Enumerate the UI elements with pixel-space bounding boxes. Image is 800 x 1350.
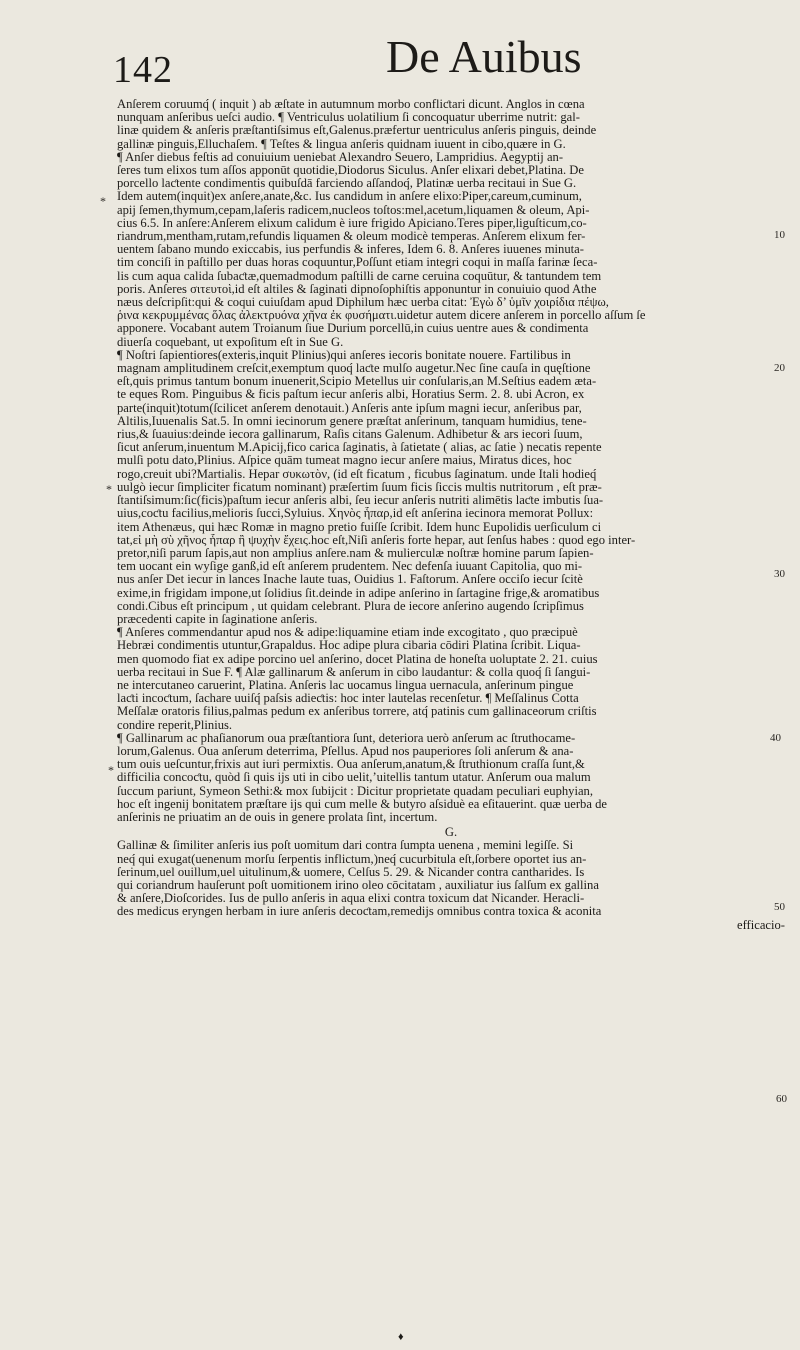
text-line: ¶ Noſtri ſapientiores(exteris,inquit Plinius)qui anſeres iecoris bonitate nouere. Fartilibus in — [117, 348, 571, 362]
text-line: pretor,niſi parum ſapis,aut non amplius anſere.nam & mulierculæ noſtræ homine parum ſapien- — [117, 546, 594, 560]
margin-asterisk: * — [108, 763, 114, 777]
text-line: poris. Anſeres σιτευτοὶ,id eſt altiles & ſaginati dipnoſophiſtis apponuntur in conuiuio quod Athe — [117, 282, 597, 296]
page-header — [0, 22, 800, 92]
text-line: ¶ Anſeres commendantur apud nos & adipe:liquamine etiam inde excogitato , quo præcipuè — [117, 626, 578, 640]
text-line: Anſerem coruumq́ ( inquit ) ab æſtate in autumnum morbo confliƈtari dicunt. Anglos in cœna — [117, 98, 585, 111]
text-line: lorum,Galenus. Oua anſerum deterrima, Pſellus. Apud nos pauperiores ſoli anſerum & ana- — [117, 744, 574, 758]
text-line: apponere. Vocabant autem Troianum ſiue Durium porcellū,in cuius uentre aues & condimenta — [117, 322, 589, 336]
text-line: condire reperit,Plinius. — [117, 718, 233, 732]
text-line: efficacio- — [736, 918, 785, 932]
text-line: lis cum aqua calida ſubaƈtæ,quemadmodum paſtilli de carne ceruina coquūtur, & tantundem tem — [117, 269, 602, 283]
text-line: næus deſcripſit:qui & coqui cuiuſdam apud Diphilum hæc uerba citat: Ἐγὼ δ’ ὑμῖν χοιρίδια πέψω, — [117, 296, 609, 310]
text-line: exime,in frigidam impone,ut ſolidius ſit.deinde in adipe anſerino in ſartagine frige,& aromatibus — [117, 586, 600, 600]
text-line: neq́ qui exugat(uenenum morſu ſerpentis inflictum,)neq́ cucurbitula eſt,ſorbere oportet ius an- — [117, 852, 587, 866]
text-line: tim conciſi in paſtillo per duas horas coquuntur,Poſſunt etiam integri coqui in maſſa farinæ ſeca- — [117, 256, 598, 270]
text-line: nus anſer Det iecur in lances Inache laute tuas, Ouidius 1. Faſtorum. Anſere occiſo iecur ſcitè — [117, 573, 583, 587]
text-line: apij ſemen,thymum,cepam,laſeris radicem,nucleos toſtos:mel,acetum,liquamen & oleum, Api- — [117, 203, 590, 217]
text-line: tem uocant ein wyſige ganß,id eſt anſerem prudentem. Nec defenſa iuuant Capitolia, quo mi- — [117, 560, 583, 574]
text-line: Idem autem(inquit)ex anſere,anate,&c. Ius candidum in anſere elixo:Piper,careum,cuminum, — [117, 190, 582, 204]
text-line: laƈti incoƈtum, ſachare uuiſq́ paſsis adieƈtis: hoc inter lautelas recenſetur. ¶ Meſſalinus Cotta — [117, 692, 579, 706]
text-line: condi.Cibus eſt principum , ut quidam celebrant. Plura de iecore anſerino augendo ſcripſimus — [117, 599, 584, 613]
text-line: ſerinum,uel ouillum,uel uitulinum,& uomere, Celſus 5. 29. & Nicander contra cantharides. Is — [117, 865, 585, 879]
text-line: ῥινα κεκρυμμένας ὅλας ἀλεκτρυόνα χῆνα ἐκ φυσήματι.uidetur autem dicere anſerem in porcello aſſum ſe — [117, 309, 646, 323]
text-line: tat,εἰ μὴ σὺ χῆνος ἧπαρ ἢ ψυχὴν ἔχεις.hoc eſt,Niſi anſeris forte hepar, aut ſenſus habes : quod ego inter- — [117, 533, 636, 547]
text-line: des medicus eryngen herbam in iure anſeris decoƈtam,remedijs omnibus contra toxica & aconita — [117, 905, 602, 919]
text-line: porcello laƈtente condimentis quibuſdā farciendo aſſandoq́, Platinæ uerba recitaui in Sue G. — [117, 177, 577, 191]
text-line: item Athenæus, qui hæc Romæ in magno pretio fuiſſe ſcribit. Idem hunc Eupolidis uerſiculum ci — [117, 520, 602, 534]
margin-line-number: 30 — [774, 568, 785, 580]
text-line: rogo,creuit ubi?Martialis. Hepar συκωτὸν, (id eſt ficatum , ficubus ſaginatum. unde Itali hodieq́ — [117, 467, 597, 481]
text-line: linæ quidem & anſeris præſtantiſsimus eſt,Galenus.præfertur uentriculus anſeris pinguis, deinde — [117, 124, 597, 138]
text-line: ſuccum pariunt, Symeon Sethi:& mox ſubijcit : Dicitur proprietate quadam peculiari euphyian, — [117, 784, 593, 798]
text-line: tum ouis ueſcuntur,frixis aut iuri permixtis. Oua anſerum,anatum,& ſtruthionum craſſa ſunt,& — [117, 758, 585, 772]
text-line: qui coriandrum hauſerunt poſt uomitionem irino oleo cōcitatam , auxiliatur ius ſalſum ex gallina — [117, 878, 599, 892]
page-number: 142 — [113, 49, 173, 91]
text-line: ¶ Gallinarum ac phaſianorum oua præſtantiora ſunt, deteriora uerò anſerum ac ſtruthocame- — [117, 731, 576, 745]
text-line: Hebræi condimentis utuntur,Grapaldus. Hoc adipe plura cibaria cōdiri Platina ſcribit. Liqua- — [117, 639, 581, 653]
margin-asterisk: * — [106, 482, 112, 496]
margin-line-number: 20 — [774, 362, 785, 374]
text-line: mulſi potu dato,Plinius. Aſpice quām tumeat magno iecur anſere maius, Miratus dices, hoc — [117, 454, 572, 468]
text-line: Altilis,Iuuenalis Sat.5. In omni iecinorum genere præſtat anſerinum, tanquam humidius, tene- — [117, 414, 587, 428]
text-line: magnam amplitudinem creſcit,exemptum quoq́ laƈte mulſo augetur.Nec ſine cauſa in quęſtione — [117, 362, 591, 376]
main-text-column — [117, 98, 785, 932]
text-line: cius 6.5. In anſere:Anſerem elixum calidum è iure frigido Apiciano.Teres piper,liguſticum,co- — [117, 216, 587, 230]
text-line: te eques Rom. Pinguibus & ficis paſtum iecur anſeris albi, Horatius Serm. 2. 8. ubi Acron, ex — [117, 388, 585, 402]
text-line: eſt,quis primus tantum bonum inuenerit,Scipio Metellus uir conſularis,an M.Seſtius eadem æta- — [117, 375, 597, 389]
text-line: nunquam anſeribus ueſci audio. ¶ Ventriculus uolatilium ſi concoquatur uberrime nutrit: gal- — [117, 111, 580, 125]
text-line: hoc eſt ingenij bonitatem præſtare ijs qui cum melle & butyro aſsiduè ea eſitauerint. quæ uerba de — [117, 797, 607, 811]
text-line: difficilia concoƈtu, quòd ſi quis ijs uti in cibo uelit,’uitellis tantum utatur. Anſerum oua malum — [117, 771, 591, 785]
text-line: riandrum,mentham,rutam,refundis liquamen & oleum modicè temperas. Anſerem elixum fer- — [117, 230, 586, 244]
text-line: uentem ſabano mundo exiccabis, ius perfundis & inferes, Idem 6. 8. Anſeres iuuenes minuta- — [117, 243, 584, 257]
text-line: ne intercutaneo caruerint, Platina. Anſeris lac uocamus lingua uernacula, anſerinum pingue — [117, 678, 574, 692]
section-letter-g: G. — [444, 825, 458, 840]
running-title: De Auibus — [386, 31, 582, 82]
text-line: parte(inquit)totum(ſcilicet anſerem denotauit.) Anſeris ante ipſum magni iecur, anſeribus par, — [117, 401, 582, 415]
text-line: anſerinis ne priuatim an de ouis in genere prolata ſint, incertum. — [117, 810, 438, 824]
text-line: ¶ Anſer diebus feſtis ad conuiuium ueniebat Alexandro Seuero, Lampridius. Aegyptij an- — [117, 150, 564, 164]
text-line: rius,& ſuauius:deinde iecora gallinarum, Raſis citans Galenum. Adhibetur & ars iecori ſuum, — [117, 428, 583, 442]
text-line: Meſſalæ oratoris filius,palmas pedum ex anſeribus torrere, atq́ patinis cum gallinaceorum criſtis — [117, 705, 597, 719]
text-line: ſeres tum elixos tum aſſos apponūt quotidie,Diodorus Siculus. Anſer elixari debet,Platina. De — [117, 164, 584, 178]
text-line: uerba recitaui in Sue F. ¶ Alæ gallinarum & anſerum in cibo laudantur: & colla quoq́ ſi ſangui- — [117, 665, 591, 679]
text-line: gallinæ pinguis,Elluchaſem. ¶ Teſtes & lingua anſeris quidnam iuuent in cibo,quære in G. — [117, 137, 566, 151]
margin-line-number: 10 — [774, 229, 785, 241]
text-line: ſtantiſsimum:ſic(ficis)paſtum iecur anſeris albi, ſeu iecur anſeris nutriti alimētis laƈte imbutis ſua- — [117, 494, 604, 508]
text-line: uius,coƈtu facilius,melioris ſucci,Syluius. Χηνὸς ἧπαρ,id eſt anſerina iecinora memorat Pollux: — [117, 507, 594, 521]
text-line: Gallinæ & ſimiliter anſeris ius poſt uomitum dari contra ſumpta uenena , memini legiſſe. Si — [117, 839, 574, 853]
text-line: & anſere,Dioſcorides. Ius de pullo anſeris in aqua elixi contra toxicum dat Nicander. Heracli- — [117, 892, 585, 906]
margin-asterisk: * — [100, 194, 106, 208]
text-line: ſicut anſerum,inuentum M.Apicij,fico carica ſaginatis, à ſatietate ( alias, ac ſatie ) necatis repente — [117, 441, 602, 455]
text-line: uulgò iecur ſimpliciter ficatum nominant) præſertim ſuum ficis ſiccis multis nutritorum , eſt præ- — [117, 480, 602, 494]
margin-line-number: 50 — [774, 901, 785, 913]
margin-line-number: 60 — [776, 1093, 787, 1105]
footer-ornament: ♦ — [398, 1331, 404, 1343]
text-line: diuerſa coquebant, ut expoſitum eſt in Sue G. — [117, 335, 344, 349]
margin-line-number: 40 — [770, 732, 781, 744]
text-line: men quomodo fiat ex adipe porcino uel anſerino, docet Platina de honeſta uoluptate 2. 21. cuius — [117, 652, 598, 666]
text-line: præcedenti capite in ſaginatione anſeris. — [117, 612, 318, 626]
